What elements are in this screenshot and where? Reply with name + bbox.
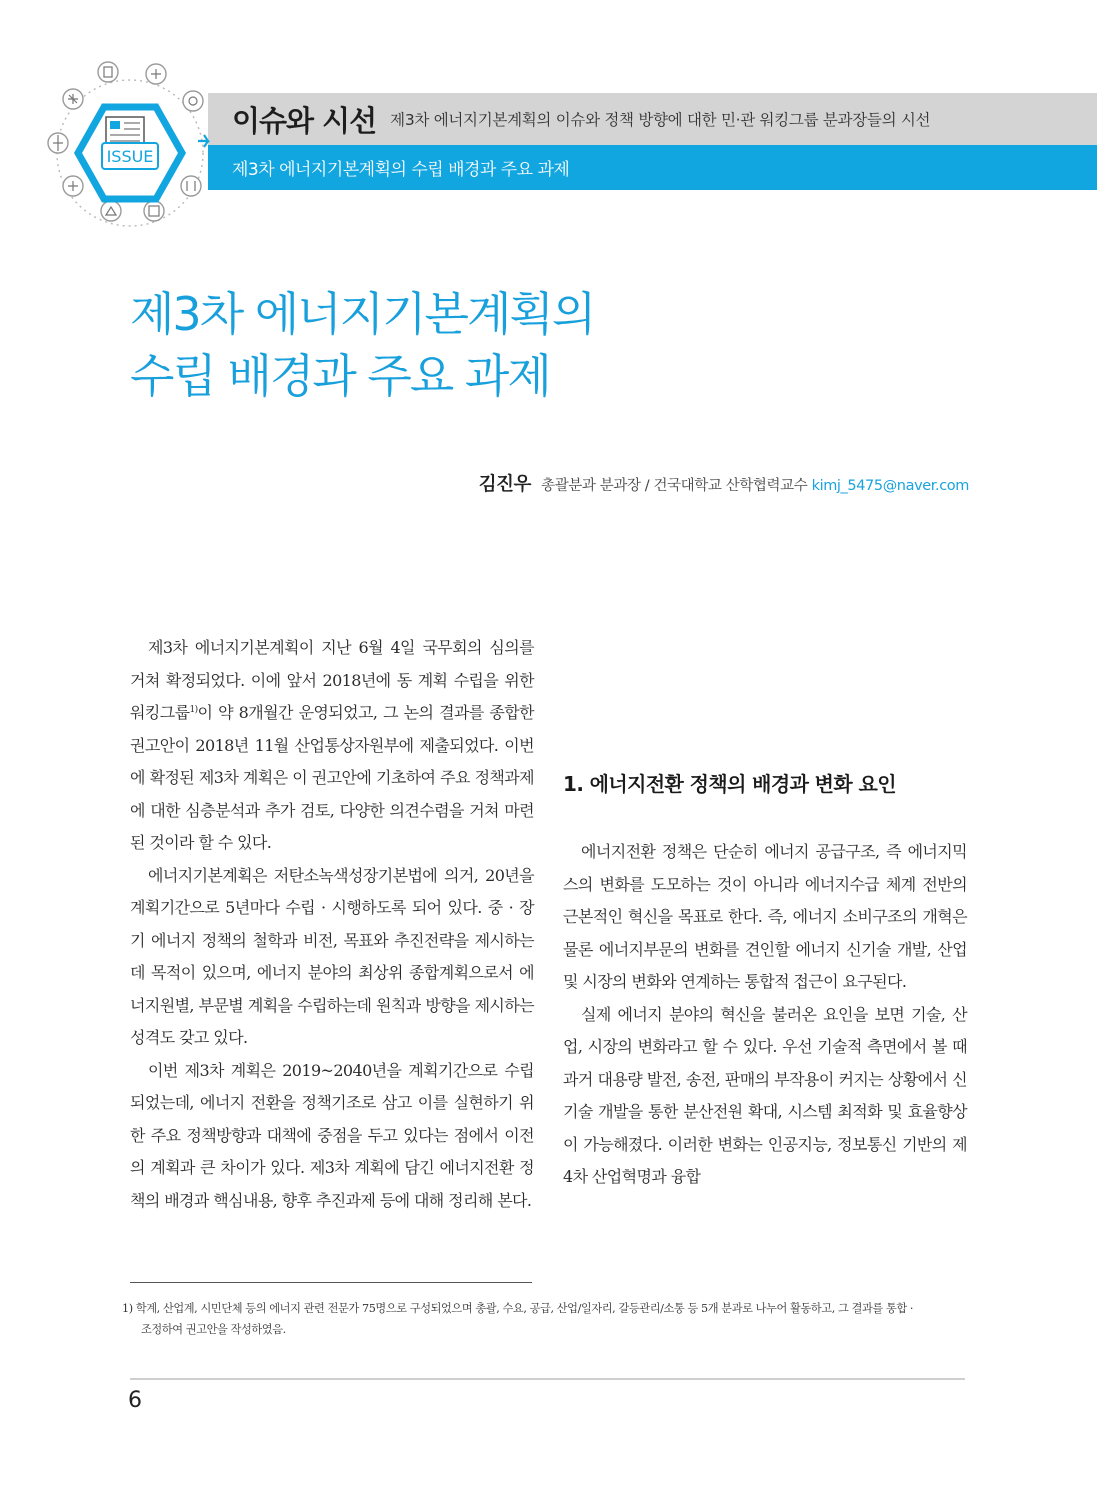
issue-logo-label: ISSUE	[106, 147, 154, 166]
author-name: 김진우	[478, 474, 531, 495]
page-number: 6	[128, 1388, 142, 1413]
satellite-icon-bottom-right	[144, 201, 164, 221]
left-column	[130, 632, 534, 1217]
page-rule	[130, 1378, 965, 1380]
footnote-ref[interactable]: 1)	[189, 705, 198, 715]
satellite-icon-right-lower	[181, 176, 201, 196]
satellite-icon-bottom-left	[101, 201, 121, 221]
footnote-line2: 조정하여 권고안을 작성하였음.	[141, 1323, 286, 1336]
section-title: 이슈와 시선	[232, 103, 377, 138]
footnote-rule	[130, 1282, 532, 1283]
section-1-heading: 1. 에너지전환 정책의 배경과 변화 요인	[563, 772, 896, 796]
satellite-icon-right-upper	[183, 91, 203, 111]
footnote-line1: 1) 학계, 산업계, 시민단체 등의 에너지 관련 전문가 75명으로 구성되었으며 총괄, 수요, 공급, 산업/일자리, 갈등관리/소통 등 5개 분과로 나누어 활동하고, 그 결과를 통합 ·	[122, 1302, 914, 1315]
paragraph-5: 실제 에너지 분야의 혁신을 불러온 요인을 보면 기술, 산업, 시장의 변화라고 할 수 있다. 우선 기술적 측면에서 볼 때 과거 대용량 발전, 송전, 판매의 부작용이 커지는 상황에서 신기술 개발을 통한 분산전원 확대, 시스템 최적화 및 효율향상이 가능해졌다. 이러한 변화는 인공지능, 정보통신 기반의 제4차 산업혁명과 융합	[563, 1004, 967, 1186]
author-affiliation: 총괄분과 분과장 / 건국대학교 산학협력교수	[541, 478, 808, 494]
footnote	[122, 1298, 972, 1340]
author-email[interactable]: kimj_5475@naver.com	[811, 478, 969, 494]
paragraph-4: 에너지전환 정책은 단순히 에너지 공급구조, 즉 에너지믹스의 변화를 도모하는 것이 아니라 에너지수급 체계 전반의 근본적인 혁신을 목표로 한다. 즉, 에너지 소비구조의 개혁은 물론 에너지부문의 변화를 견인할 에너지 신기술 개발, 산업 및 시장의 변화와 연계하는 통합적 접근이 요구된다.	[563, 842, 967, 991]
satellite-icon-top-left	[98, 62, 118, 82]
header-title	[232, 99, 930, 139]
issue-logo	[40, 55, 250, 235]
article-title-line1: 제3차 에너지기본계획의	[130, 287, 595, 341]
paragraph-1: 제3차 에너지기본계획이 지난 6월 4일 국무회의 심의를 거쳐 확정되었다. 이에 앞서 2018년에 동 계획 수립을 위한 워킹그룹$^{1)}$이 약 8개월간 운영되었고, 그 논의 결과를 종합한 권고안이 2018년 11월 산업통상자원부에 제출되었다. 이번에 확정된 제3차 계획은 이 권고안에 기초하여 주요 정책과제에 대한 심층분석과 추가 검토, 다양한 의견수렴을 거쳐 마련된 것이라 할 수 있다.	[130, 638, 534, 852]
section-subtitle: 제3차 에너지기본계획의 이슈와 정책 방향에 대한 민·관 워킹그룹 분과장들의 시선	[390, 111, 931, 129]
article-title	[130, 283, 930, 407]
article-ribbon: 제3차 에너지기본계획의 수립 배경과 주요 과제	[232, 160, 570, 180]
right-column	[563, 698, 967, 1194]
author-byline	[479, 470, 969, 496]
paragraph-3: 이번 제3차 계획은 2019~2040년을 계획기간으로 수립되었는데, 에너지 전환을 정책기조로 삼고 이를 실현하기 위한 주요 정책방향과 대책에 중점을 두고 있다는 점에서 이전의 계획과 큰 차이가 있다. 제3차 계획에 담긴 에너지전환 정책의 배경과 핵심내용, 향후 추진과제 등에 대해 정리해 본다.	[130, 1060, 534, 1210]
paragraph-2: 에너지기본계획은 저탄소녹색성장기본법에 의거, 20년을 계획기간으로 5년마다 수립 · 시행하도록 되어 있다. 중 · 장기 에너지 정책의 철학과 비전, 목표와 추진전략을 제시하는데 목적이 있으며, 에너지 분야의 최상위 종합계획으로서 에너지원별, 부문별 계획을 수립하는데 원칙과 방향을 제시하는 성격도 갖고 있다.	[130, 865, 534, 1047]
article-title-line2: 수립 배경과 주요 과제	[130, 349, 550, 403]
